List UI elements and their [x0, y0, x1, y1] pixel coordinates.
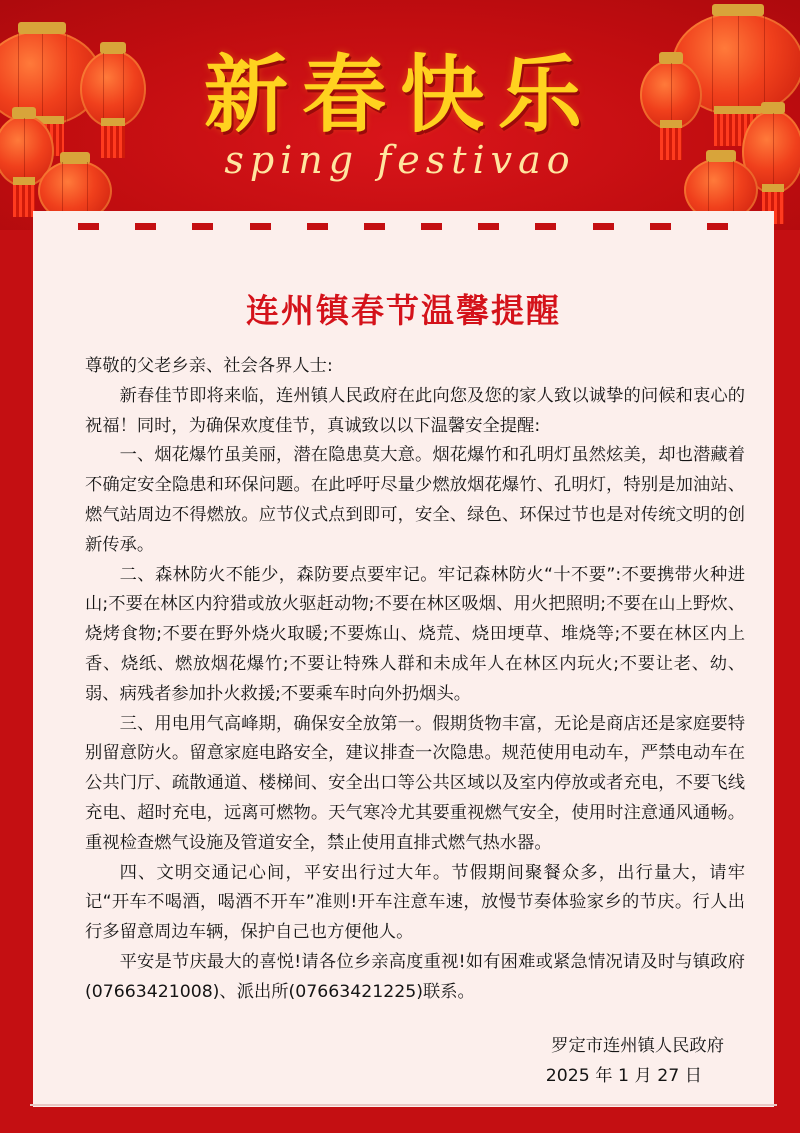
notice-body: [85, 352, 745, 1008]
festive-header: [0, 0, 800, 230]
intro-paragraph: 新春佳节即将来临，连州镇人民政府在此向您及您的家人致以诚挚的问候和衷心的祝福！同时，为确保欢度佳节，真诚致以以下温馨安全提醒:: [85, 385, 745, 436]
festival-title: 新春快乐: [203, 45, 596, 144]
issuer-name: 罗定市连州镇人民政府: [551, 1036, 724, 1056]
signature-block: [33, 1032, 774, 1092]
notice-title: 连州镇春节温馨提醒: [246, 291, 561, 330]
fireworks-paragraph: 一、烟花爆竹虽美丽，潜在隐患莫大意。烟花爆竹和孔明灯虽然炫美，却也潜藏着不确定安全隐患和环保问题。在此呼吁尽量少燃放烟花爆竹、孔明灯，特别是加油站、燃气站周边不得燃放。应节仪式点到即可，安全、绿色、环保过节也是对传统文明的创新传承。: [85, 445, 745, 555]
bottom-red-band: [33, 1107, 774, 1129]
paper-bottom-edge: [30, 1104, 777, 1106]
traffic-paragraph: 四、文明交通记心间，平安出行过大年。节假期间聚餐众多，出行量大，请牢记“开车不喝酒，喝酒不开车”准则!开车注意车速，放慢节奏体验家乡的节庆。行人出行多留意周边车辆，保护自己也方便他人。: [85, 862, 745, 943]
festival-subtitle: sping festivao: [224, 138, 576, 182]
issue-date: 2025 年 1 月 27 日: [545, 1065, 702, 1086]
closing-paragraph: 平安是节庆最大的喜悦!请各位乡亲高度重视!如有困难或紧急情况请及时与镇政府(07663421008)、派出所(07663421225)联系。: [85, 951, 745, 1002]
salutation: 尊敬的父老乡亲、社会各界人士:: [85, 356, 333, 376]
electricity-gas-paragraph: 三、用电用气高峰期，确保安全放第一。假期货物丰富，无论是商店还是家庭要特别留意防火。留意家庭电路安全，建议排查一次隐患。规范使用电动车，严禁电动车在公共门厅、疏散通道、楼梯间、安全出口等公共区域以及室内停放或者充电，不要飞线充电、超时充电，远离可燃物。天气寒冷尤其要重视燃气安全，使用时注意通风通畅。重视检查燃气设施及管道安全，禁止使用直排式燃气热水器。: [85, 713, 745, 853]
forest-fire-paragraph: 二、森林防火不能少，森防要点要牢记。牢记森林防火“十不要”:不要携带火种进山;不要在林区内狩猎或放火驱赶动物;不要在林区吸烟、用火把照明;不要在山上野炊、烧烤食物;不要在野外烧火取暖;不要炼山、烧荒、烧田埂草、堆烧等;不要在林区内上香、烧纸、燃放烟花爆竹;不要让特殊人群和未成年人在林区内玩火;不要让老、幼、弱、病残者参加扑火救援;不要乘车时向外扔烟头。: [85, 564, 745, 704]
